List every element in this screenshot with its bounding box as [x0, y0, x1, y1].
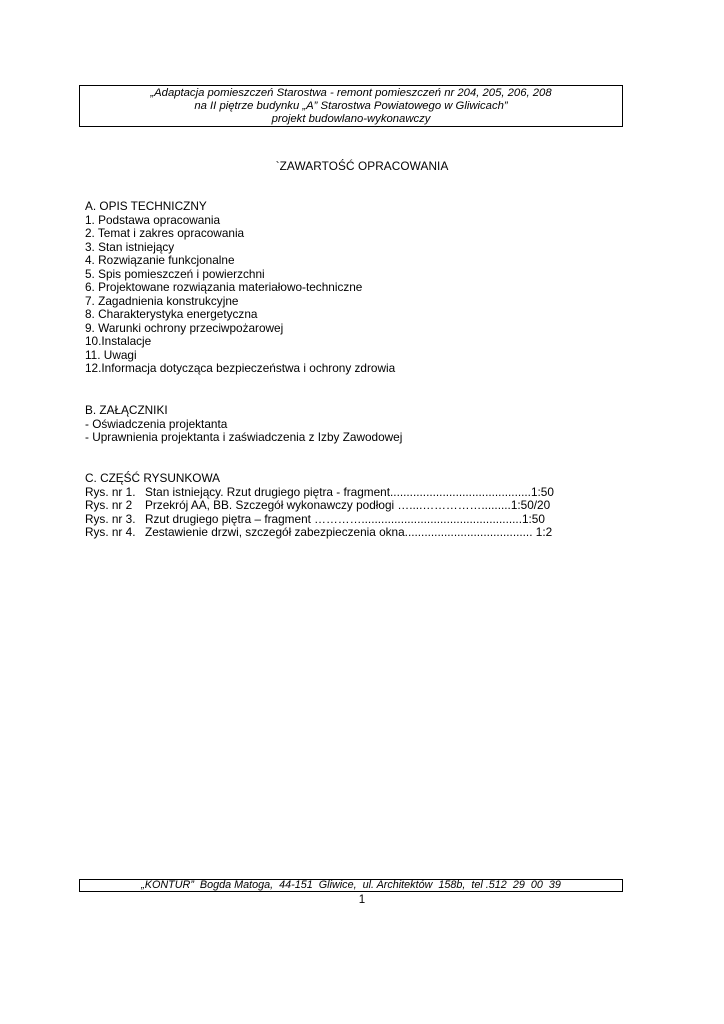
list-item: 10.Instalacje: [85, 334, 152, 348]
drawing-title: Rzut drugiego piętra – fragment ………….................................................1:50: [145, 511, 545, 526]
drawing-row: [85, 526, 554, 540]
drawing-number: Rys. nr 2: [85, 498, 133, 512]
drawing-row: [85, 486, 554, 500]
section-technical-description: [85, 200, 395, 376]
list-item: - Oświadczenia projektanta: [85, 416, 228, 431]
list-item: 7. Zagadnienia konstrukcyjne: [85, 293, 239, 308]
list-item: 2. Temat i zakres opracowania: [85, 226, 245, 240]
drawing-number: Rys. nr 1.: [85, 484, 136, 499]
list-item: 9. Warunki ochrony przeciwpożarowej: [85, 320, 284, 335]
list-item: 4. Rozwiązanie funkcjonalne: [85, 253, 235, 267]
drawing-title: Stan istniejący. Rzut drugiego piętra - fragment...........................................1:50: [145, 484, 554, 499]
toc-title: `ZAWARTOŚĆ OPRACOWANIA: [275, 159, 449, 173]
list-item: 1. Podstawa opracowania: [85, 212, 221, 227]
section-attachments: [85, 404, 402, 445]
section-heading: C. CZĘŚĆ RYSUNKOWA: [85, 471, 221, 485]
page-number: 1: [358, 894, 366, 906]
list-item: 5. Spis pomieszczeń i powierzchni: [85, 266, 265, 281]
header-line-2: na II piętrze budynku „A” Starostwa Powiatowego w Gliwicach”: [194, 100, 508, 113]
drawing-title: Przekrój AA, BB. Szczegół wykonawczy podłogi …....…………….........1:50/20: [145, 498, 551, 512]
document-footer: „KONTUR” Bogda Matoga, 44-151 Gliwice, ul. Architektów 158b, tel .512 29 00 39: [79, 879, 623, 892]
drawing-title: Zestawienie drzwi, szczegół zabezpieczenia okna....................................... 1:2: [145, 525, 553, 539]
list-item: 11. Uwagi: [85, 347, 137, 362]
list-item: 3. Stan istniejący: [85, 239, 175, 254]
document-header: [79, 85, 623, 127]
section-heading: B. ZAŁĄCZNIKI: [85, 403, 168, 417]
drawing-number: Rys. nr 3.: [85, 511, 136, 526]
list-item: 12.Informacja dotycząca bezpieczeństwa i ochrony zdrowia: [85, 361, 396, 375]
list-item: 8. Charakterystyka energetyczna: [85, 307, 258, 321]
drawing-row: [85, 499, 554, 513]
header-line-1: „Adaptacja pomieszczeń Starostwa - remont pomieszczeń nr 204, 205, 206, 208: [150, 87, 552, 99]
drawing-row: [85, 513, 554, 527]
header-line-3: projekt budowlano-wykonawczy: [271, 113, 431, 126]
drawing-number: Rys. nr 4.: [85, 525, 136, 539]
list-item: 6. Projektowane rozwiązania materiałowo-techniczne: [85, 280, 363, 294]
list-item: - Uprawnienia projektanta i zaświadczenia z Izby Zawodowej: [85, 430, 403, 444]
section-heading: A. OPIS TECHNICZNY: [85, 199, 207, 213]
section-drawings: [85, 472, 554, 540]
